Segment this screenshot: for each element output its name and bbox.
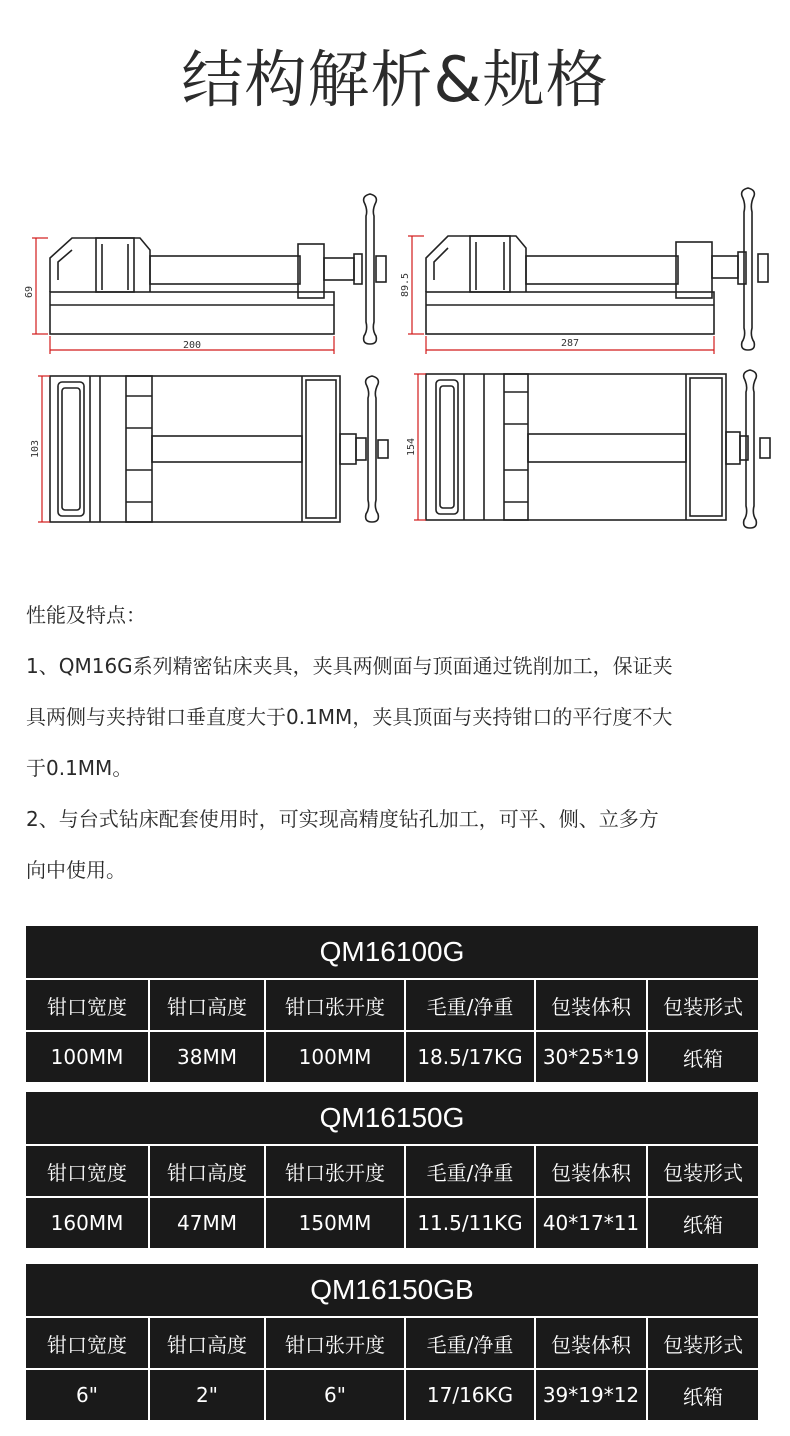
feature-line: 向中使用。 <box>26 858 126 882</box>
page-title: 结构解析&规格 <box>181 43 609 116</box>
features-section <box>26 590 776 896</box>
dim-left-top-width: 103 <box>30 439 41 459</box>
value-cell: 40*17*11 <box>534 1198 646 1248</box>
spec-table-qm16150gb <box>26 1264 758 1420</box>
header-cell: 毛重/净重 <box>404 1318 534 1368</box>
value-cell: 11.5/11KG <box>404 1198 534 1248</box>
value-cell: 纸箱 <box>646 1370 758 1420</box>
vise-technical-drawings <box>0 170 790 550</box>
header-cell: 包装形式 <box>646 1146 758 1196</box>
spec-model-title: QM16150GB <box>26 1264 758 1318</box>
value-cell: 6" <box>264 1370 404 1420</box>
header-cell: 包装体积 <box>534 1146 646 1196</box>
header-cell: 包装形式 <box>646 980 758 1030</box>
value-cell: 150MM <box>264 1198 404 1248</box>
dim-right-top-width: 154 <box>406 437 417 457</box>
spec-table-qm16100g <box>26 926 758 1082</box>
header-cell: 钳口宽度 <box>47 994 127 1019</box>
value-cell: 6" <box>76 1383 98 1407</box>
feature-line: 2、与台式钻床配套使用时，可实现高精度钻孔加工，可平、侧、立多方 <box>26 807 659 831</box>
header-cell: 毛重/净重 <box>404 1146 534 1196</box>
spec-header-row <box>26 1318 758 1368</box>
header-cell: 钳口高度 <box>148 1146 264 1196</box>
spec-table-qm16150g <box>26 1092 758 1248</box>
header-cell: 钳口高度 <box>148 980 264 1030</box>
right-top-view <box>426 370 770 528</box>
spec-value-row <box>26 1368 758 1420</box>
value-cell: 纸箱 <box>646 1032 758 1082</box>
header-cell: 钳口张开度 <box>264 1146 404 1196</box>
spec-model-title: QM16100G <box>26 926 758 980</box>
right-side-view <box>426 188 768 350</box>
header-cell: 包装体积 <box>534 980 646 1030</box>
value-cell: 38MM <box>148 1032 264 1082</box>
spec-value-row <box>26 1030 758 1082</box>
dim-left-side-length: 200 <box>182 340 202 351</box>
value-cell: 160MM <box>50 1211 124 1235</box>
value-cell: 47MM <box>148 1198 264 1248</box>
header-cell: 钳口张开度 <box>264 1318 404 1368</box>
feature-line: 1、QM16G系列精密钻床夹具，夹具两侧面与顶面通过铣削加工，保证夹 <box>26 654 673 678</box>
value-cell: 18.5/17KG <box>404 1032 534 1082</box>
dim-right-side-height: 89.5 <box>400 272 411 298</box>
value-cell: 39*19*12 <box>534 1370 646 1420</box>
spec-header-row <box>26 980 758 1030</box>
spec-value-row <box>26 1196 758 1248</box>
value-cell: 17/16KG <box>404 1370 534 1420</box>
left-top-view <box>50 376 388 522</box>
left-side-view <box>50 194 386 344</box>
header-cell: 毛重/净重 <box>404 980 534 1030</box>
spec-header-row <box>26 1146 758 1196</box>
header-cell: 钳口宽度 <box>47 1160 127 1185</box>
header-cell: 钳口高度 <box>148 1318 264 1368</box>
header-cell: 钳口宽度 <box>47 1332 127 1357</box>
value-cell: 30*25*19 <box>534 1032 646 1082</box>
value-cell: 100MM <box>264 1032 404 1082</box>
dim-left-side-height: 69 <box>24 285 35 299</box>
value-cell: 2" <box>148 1370 264 1420</box>
feature-line: 具两侧与夹持钳口垂直度大于0.1MM，夹具顶面与夹持钳口的平行度不大 <box>26 705 673 729</box>
header-cell: 钳口张开度 <box>264 980 404 1030</box>
spec-model-title: QM16150G <box>26 1092 758 1146</box>
features-heading: 性能及特点： <box>26 603 146 627</box>
value-cell: 100MM <box>50 1045 124 1069</box>
dim-right-side-length: 287 <box>560 338 580 349</box>
header-cell: 包装体积 <box>534 1318 646 1368</box>
header-cell: 包装形式 <box>646 1318 758 1368</box>
feature-line: 于0.1MM。 <box>26 756 133 780</box>
value-cell: 纸箱 <box>646 1198 758 1248</box>
